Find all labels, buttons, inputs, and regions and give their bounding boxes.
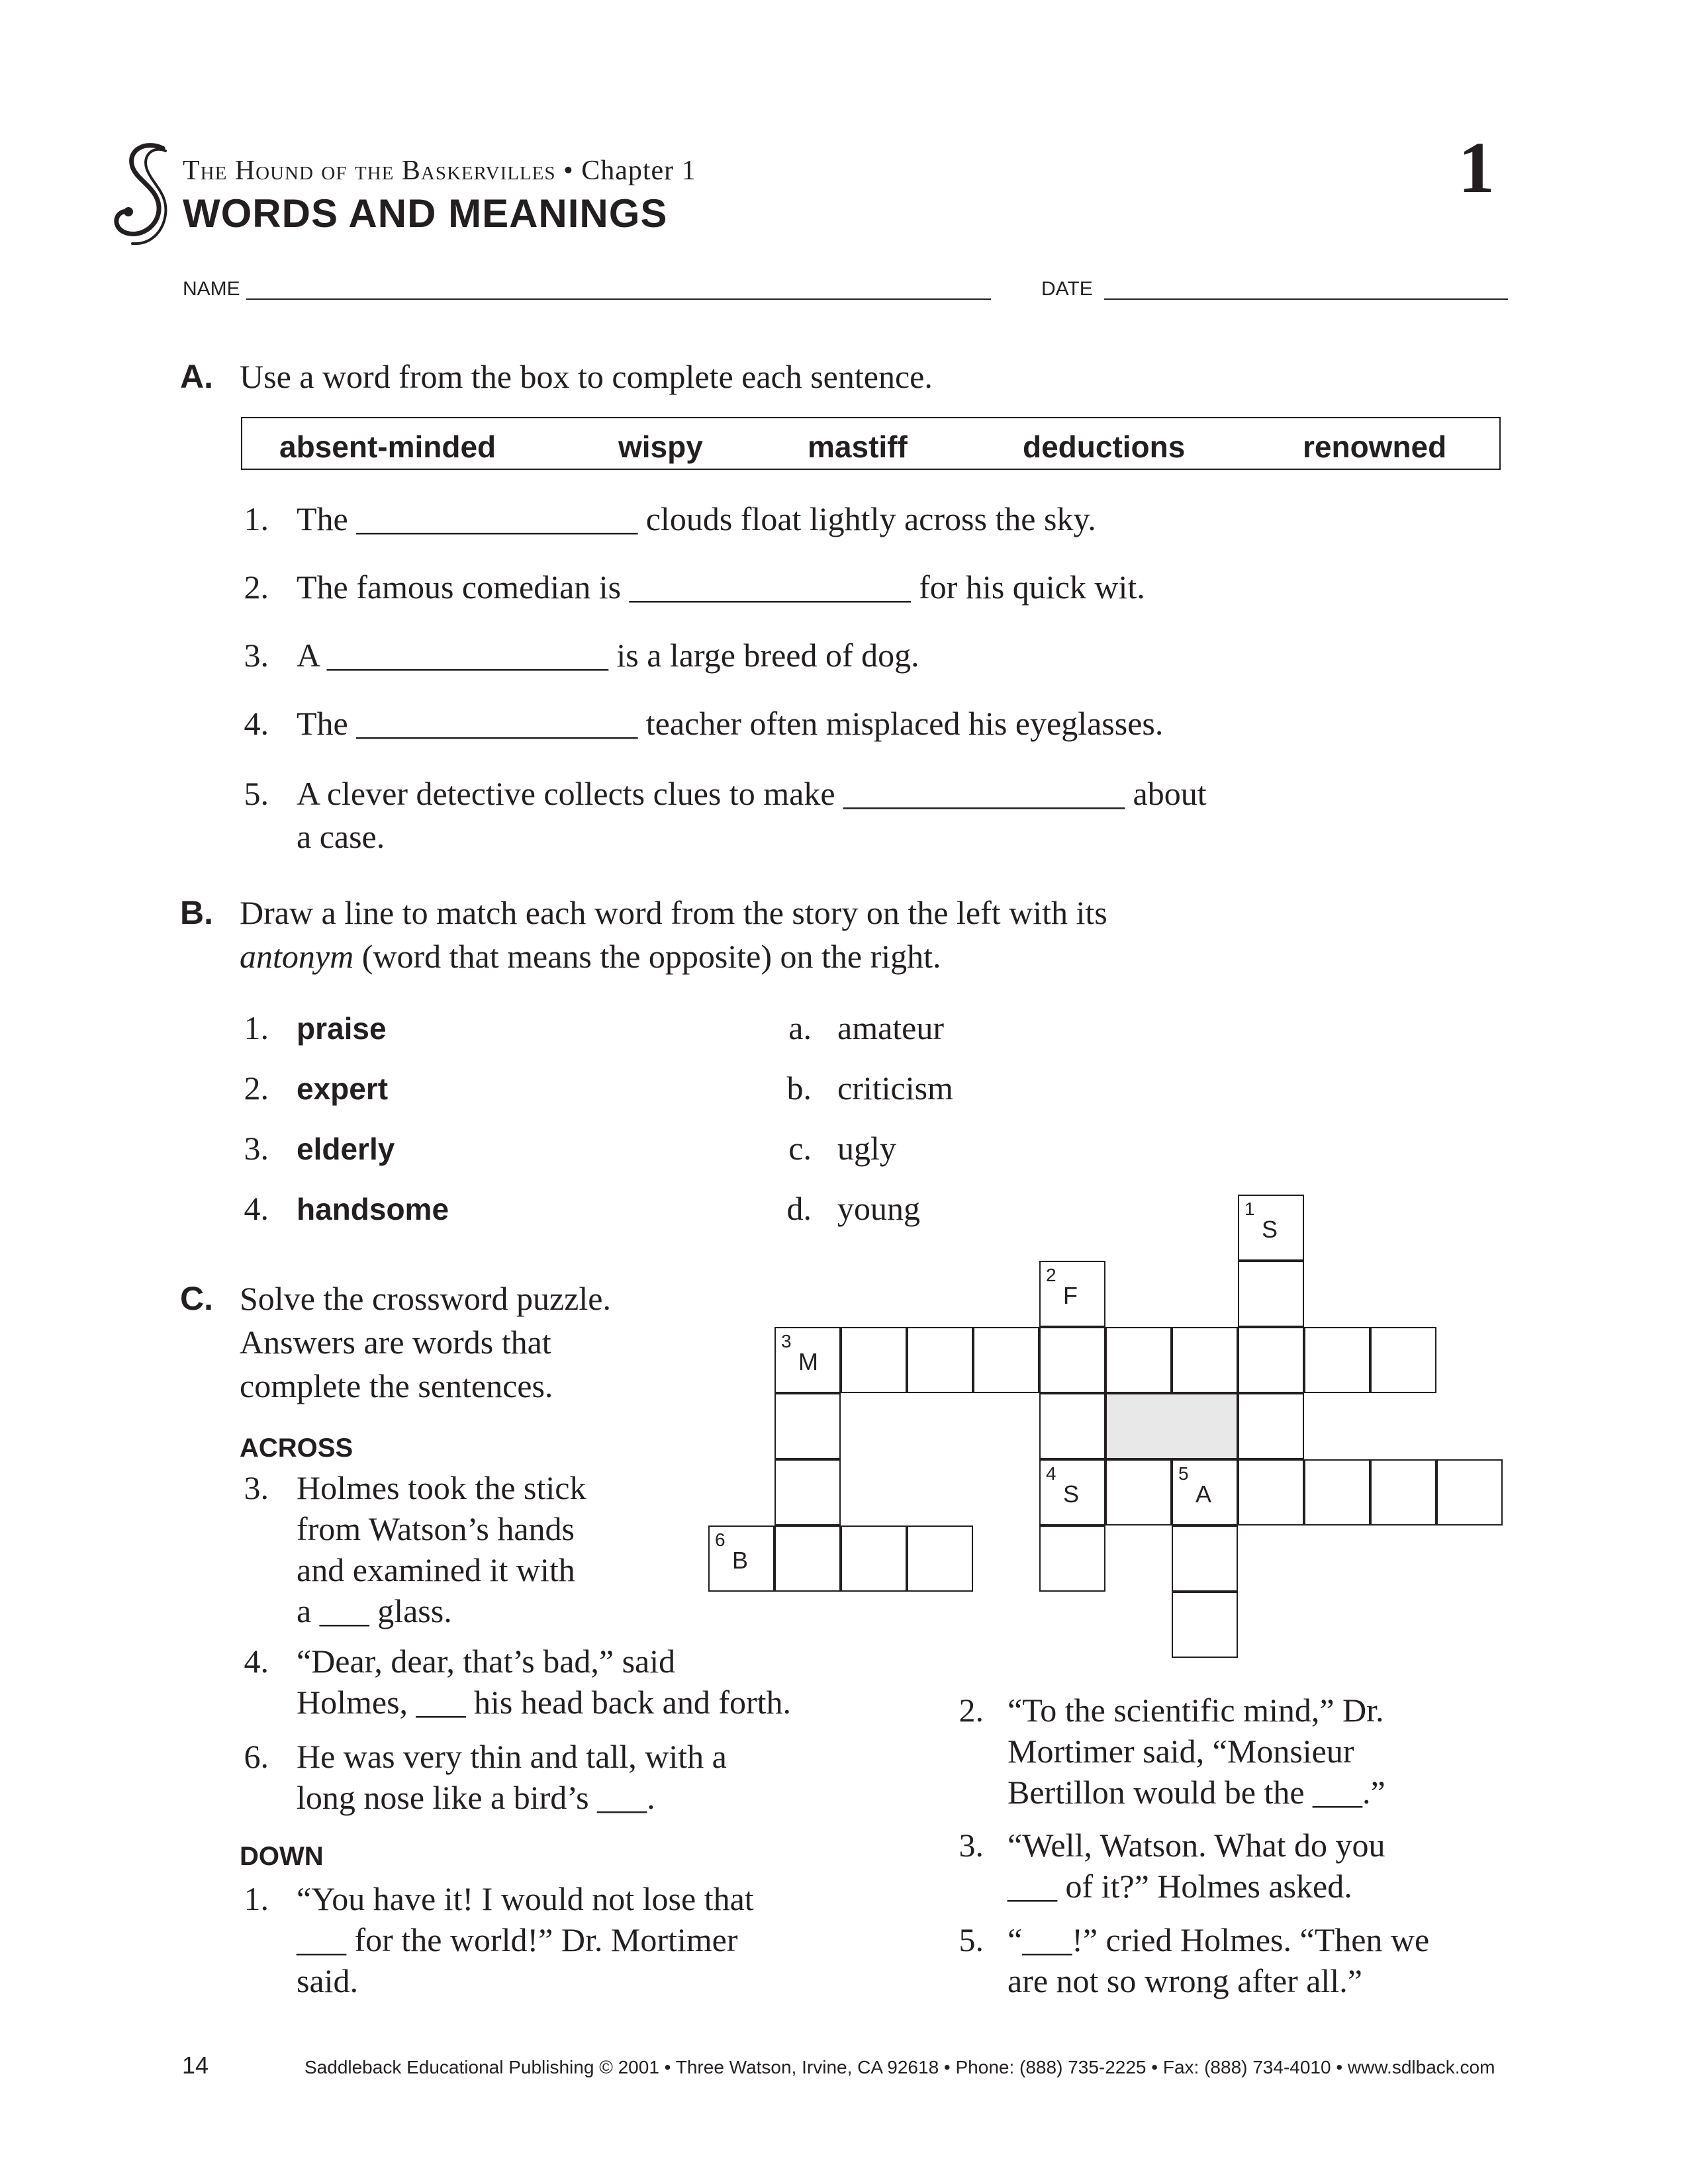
crossword-cell[interactable] bbox=[1304, 1327, 1370, 1393]
section-a-letter: A. bbox=[180, 358, 213, 395]
crossword-cell[interactable] bbox=[841, 1525, 907, 1592]
crossword-cell[interactable] bbox=[1436, 1459, 1503, 1525]
crossword-cell[interactable] bbox=[1370, 1459, 1436, 1525]
section-c-instruction: Solve the crossword puzzle. bbox=[240, 1280, 611, 1317]
clue-number-label: 6 bbox=[715, 1529, 726, 1550]
crossword-cell[interactable] bbox=[1238, 1261, 1304, 1327]
clue-number-label: 2 bbox=[1046, 1265, 1056, 1285]
crossword-cell[interactable] bbox=[1039, 1327, 1105, 1393]
clue-number: 2. bbox=[959, 1692, 984, 1729]
item-number: 1. bbox=[244, 500, 269, 537]
crossword-cell[interactable] bbox=[774, 1327, 841, 1393]
given-letter: A bbox=[1196, 1480, 1212, 1508]
name-field[interactable] bbox=[246, 298, 991, 300]
sentence-item: The famous comedian is _________________ for his quick wit. bbox=[297, 569, 1145, 606]
down-clue-line: are not so wrong after all.” bbox=[1008, 1962, 1362, 1999]
section-b-letter: B. bbox=[180, 894, 213, 931]
word-box-word: deductions bbox=[1023, 430, 1186, 464]
match-number: 3. bbox=[244, 1130, 269, 1167]
antonym-definition: (word that means the opposite) on the right. bbox=[353, 938, 941, 975]
given-letter: S bbox=[1262, 1216, 1278, 1243]
section-b-instruction-2 bbox=[240, 934, 941, 978]
section-c-instruction: complete the sentences. bbox=[240, 1367, 553, 1404]
down-clue-line: Bertillon would be the ___.” bbox=[1008, 1774, 1385, 1811]
clue-number: 3. bbox=[244, 1469, 269, 1506]
match-word-left[interactable]: handsome bbox=[297, 1192, 449, 1226]
match-word-right[interactable]: ugly bbox=[837, 1130, 896, 1167]
down-clue-line: ___ for the world!” Dr. Mortimer bbox=[297, 1921, 738, 1958]
crossword-cell[interactable] bbox=[1039, 1261, 1105, 1327]
section-c-instruction: Answers are words that bbox=[240, 1324, 551, 1361]
crossword-cell[interactable] bbox=[973, 1327, 1039, 1393]
crossword-cell[interactable] bbox=[907, 1525, 973, 1592]
match-letter: b. bbox=[786, 1069, 812, 1107]
crossword-cell[interactable] bbox=[774, 1393, 841, 1459]
match-word-left[interactable]: praise bbox=[297, 1011, 387, 1046]
crossword-shaded-block bbox=[1105, 1393, 1238, 1459]
down-clue-line: “To the scientific mind,” Dr. bbox=[1008, 1692, 1384, 1729]
match-letter: a. bbox=[788, 1009, 812, 1046]
book-chapter-line bbox=[183, 155, 696, 187]
given-letter: S bbox=[1063, 1480, 1080, 1508]
date-label: DATE bbox=[1041, 278, 1093, 300]
match-word-left[interactable]: elderly bbox=[297, 1132, 395, 1166]
crossword-cell[interactable] bbox=[1105, 1459, 1172, 1525]
publisher-logo-icon bbox=[99, 140, 179, 250]
match-word-right[interactable]: young bbox=[837, 1190, 920, 1227]
chapter-label: Chapter 1 bbox=[581, 156, 696, 186]
across-clue-line: Holmes, ___ his head back and forth. bbox=[297, 1684, 792, 1721]
across-clue-line: Holmes took the stick bbox=[297, 1469, 586, 1506]
word-box-word: mastiff bbox=[808, 430, 908, 464]
section-a-instruction: Use a word from the box to complete each sentence. bbox=[240, 358, 933, 395]
across-heading: ACROSS bbox=[240, 1433, 353, 1463]
crossword-cell[interactable] bbox=[1172, 1459, 1238, 1525]
crossword-cell[interactable] bbox=[1370, 1327, 1436, 1393]
across-clue-line: long nose like a bird’s ___. bbox=[297, 1779, 655, 1816]
clue-number: 4. bbox=[244, 1643, 269, 1680]
date-field[interactable] bbox=[1104, 298, 1508, 300]
section-b-instruction: Draw a line to match each word from the story on the left with its bbox=[240, 894, 1107, 931]
crossword-cell[interactable] bbox=[1105, 1327, 1172, 1393]
sentence-item-continued: a case. bbox=[297, 818, 385, 855]
match-number: 2. bbox=[244, 1069, 269, 1107]
clue-number: 3. bbox=[959, 1827, 984, 1864]
given-letter: M bbox=[798, 1348, 818, 1375]
down-clue-line: “You have it! I would not lose that bbox=[297, 1880, 754, 1917]
crossword-cell[interactable] bbox=[1304, 1459, 1370, 1525]
sentence-item: A _________________ is a large breed of dog. bbox=[297, 637, 919, 674]
down-clue-line: ___ of it?” Holmes asked. bbox=[1008, 1868, 1352, 1905]
item-number: 2. bbox=[244, 569, 269, 606]
match-number: 1. bbox=[244, 1009, 269, 1046]
crossword-cell[interactable] bbox=[1172, 1525, 1238, 1592]
name-label: NAME bbox=[183, 278, 240, 300]
across-clue-line: a ___ glass. bbox=[297, 1592, 452, 1629]
clue-number-label: 1 bbox=[1244, 1199, 1255, 1219]
crossword-cell[interactable] bbox=[774, 1459, 841, 1525]
across-clue-line: “Dear, dear, that’s bad,” said bbox=[297, 1643, 676, 1680]
crossword-cell[interactable] bbox=[1039, 1393, 1105, 1459]
crossword-cell[interactable] bbox=[841, 1327, 907, 1393]
antonym-term: antonym bbox=[240, 938, 354, 975]
word-box-word: absent-minded bbox=[279, 430, 496, 464]
given-letter: B bbox=[732, 1547, 749, 1574]
given-letter: F bbox=[1063, 1282, 1078, 1309]
crossword-cell[interactable] bbox=[1039, 1525, 1105, 1592]
book-title: The Hound of the Baskervilles bbox=[183, 156, 556, 186]
match-letter: d. bbox=[786, 1190, 812, 1227]
sentence-item: The _________________ clouds float lightly across the sky. bbox=[297, 500, 1096, 537]
section-c-letter: C. bbox=[180, 1280, 213, 1317]
clue-number: 5. bbox=[959, 1921, 984, 1958]
chapter-number: 1 bbox=[1458, 127, 1495, 208]
down-clue-line: “___!” cried Holmes. “Then we bbox=[1008, 1921, 1430, 1958]
clue-number-label: 3 bbox=[781, 1331, 792, 1351]
crossword-cell[interactable] bbox=[1039, 1459, 1105, 1525]
crossword-cell[interactable] bbox=[1238, 1195, 1304, 1261]
crossword-cell[interactable] bbox=[1238, 1459, 1304, 1525]
item-number: 4. bbox=[244, 705, 269, 742]
title-separator: • bbox=[563, 156, 574, 186]
match-letter: c. bbox=[788, 1130, 812, 1167]
crossword-cell[interactable] bbox=[774, 1525, 841, 1592]
crossword-cell[interactable] bbox=[1172, 1327, 1238, 1393]
crossword-cell[interactable] bbox=[1238, 1327, 1304, 1393]
crossword-cell[interactable] bbox=[708, 1525, 774, 1592]
page-number: 14 bbox=[182, 2052, 209, 2079]
match-word-right[interactable]: criticism bbox=[837, 1069, 953, 1107]
clue-number-label: 5 bbox=[1178, 1463, 1189, 1484]
down-heading: DOWN bbox=[240, 1842, 324, 1871]
clue-number: 6. bbox=[244, 1738, 269, 1775]
sentence-item: The _________________ teacher often misplaced his eyeglasses. bbox=[297, 705, 1164, 742]
down-clue-line: Mortimer said, “Monsieur bbox=[1008, 1733, 1354, 1770]
match-number: 4. bbox=[244, 1190, 269, 1227]
clue-number: 1. bbox=[244, 1880, 269, 1917]
match-word-left[interactable]: expert bbox=[297, 1071, 389, 1106]
across-clue-line: from Watson’s hands bbox=[297, 1510, 575, 1547]
item-number: 5. bbox=[244, 775, 269, 812]
crossword-cell[interactable] bbox=[1172, 1592, 1238, 1658]
across-clue-line: and examined it with bbox=[297, 1551, 575, 1588]
item-number: 3. bbox=[244, 637, 269, 674]
page-title: WORDS AND MEANINGS bbox=[183, 191, 668, 236]
crossword-cell[interactable] bbox=[907, 1327, 973, 1393]
match-word-right[interactable]: amateur bbox=[837, 1009, 945, 1046]
across-clue-line: He was very thin and tall, with a bbox=[297, 1738, 727, 1775]
down-clue-line: said. bbox=[297, 1962, 359, 1999]
clue-number-label: 4 bbox=[1046, 1463, 1056, 1484]
crossword-cell[interactable] bbox=[1238, 1393, 1304, 1459]
sentence-item: A clever detective collects clues to make _________________ about bbox=[297, 775, 1207, 812]
down-clue-line: “Well, Watson. What do you bbox=[1008, 1827, 1385, 1864]
word-box-word: renowned bbox=[1303, 430, 1447, 464]
publisher-footer: Saddleback Educational Publishing © 2001 • Three Watson, Irvine, CA 92618 • Phone: (888) 735-2225 • Fax: (888) 734-4010 • www.sdlback.com bbox=[305, 2057, 1495, 2077]
word-box-word: wispy bbox=[618, 430, 703, 464]
